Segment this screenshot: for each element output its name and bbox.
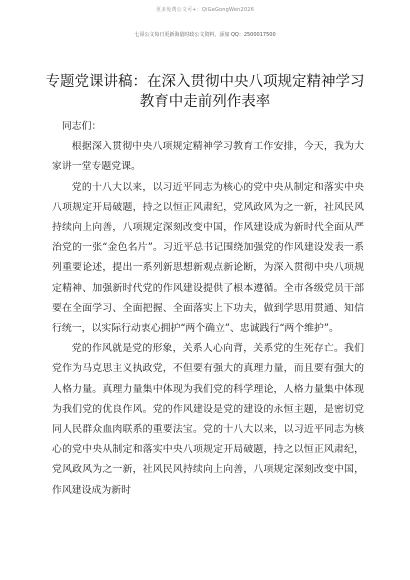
paragraph-2: 党的十八大以来，以习近平同志为核心的党中央从制定和落实中央八项规定开局破题，持之以恒正风肃纪，党风政风为之一新，社风民风持续向上向善，八项规定深刻改变中国，作风建设成为新时代全面从严治党的一张“金色名片”。习近平总书记围绕加强党的作风建设发表一系列重要论述，提出一系列新思想新观点新论断，为深入贯彻中央八项规定精神、加强新时代党的作风建设提供了根本遵循。全市各级党员干部要在全面学习、全面把握、全面落实上下功夫，做到学思用贯通、知信行统一，以实际行动衷心拥护“两个确立”、忠诚践行“两个维护”。: [52, 181, 364, 335]
document-body: [52, 117, 364, 501]
watermark-text: 更多免费公文可+：QiGeGongWen2026: [155, 7, 255, 13]
salutation: 同志们：: [61, 121, 102, 132]
page-header: 七哥公文每日更新海量时政公文资料，添加 QQ：2500017500: [134, 32, 276, 38]
paragraph-3: 党的作风就是党的形象，关系人心向背，关系党的生死存亡。我们党作为马克思主义执政党，不但要有强大的真理力量，而且要有强大的人格力量。真理力量集中体现为我们党的科学理论，人格力量集中体现为我们党的优良作风。党的作风建设是党的建设的永恒主题，是密切党同人民群众血肉联系的重要法宝。党的十八大以来，以习近平同志为核心的党中央从制定和落实中央八项规定开局破题，持之以恒正风肃纪，党风政风为之一新，社风民风持续向上向善，八项规定深刻改变中国，作风建设成为新时: [52, 343, 364, 496]
paragraph-intro: 根据深入贯彻中央八项规定精神学习教育工作安排，今天，我为大家讲一堂专题党课。: [52, 141, 364, 173]
document-title: 专题党课讲稿：在深入贯彻中央八项规定精神学习教育中走前列作表率: [45, 74, 365, 110]
